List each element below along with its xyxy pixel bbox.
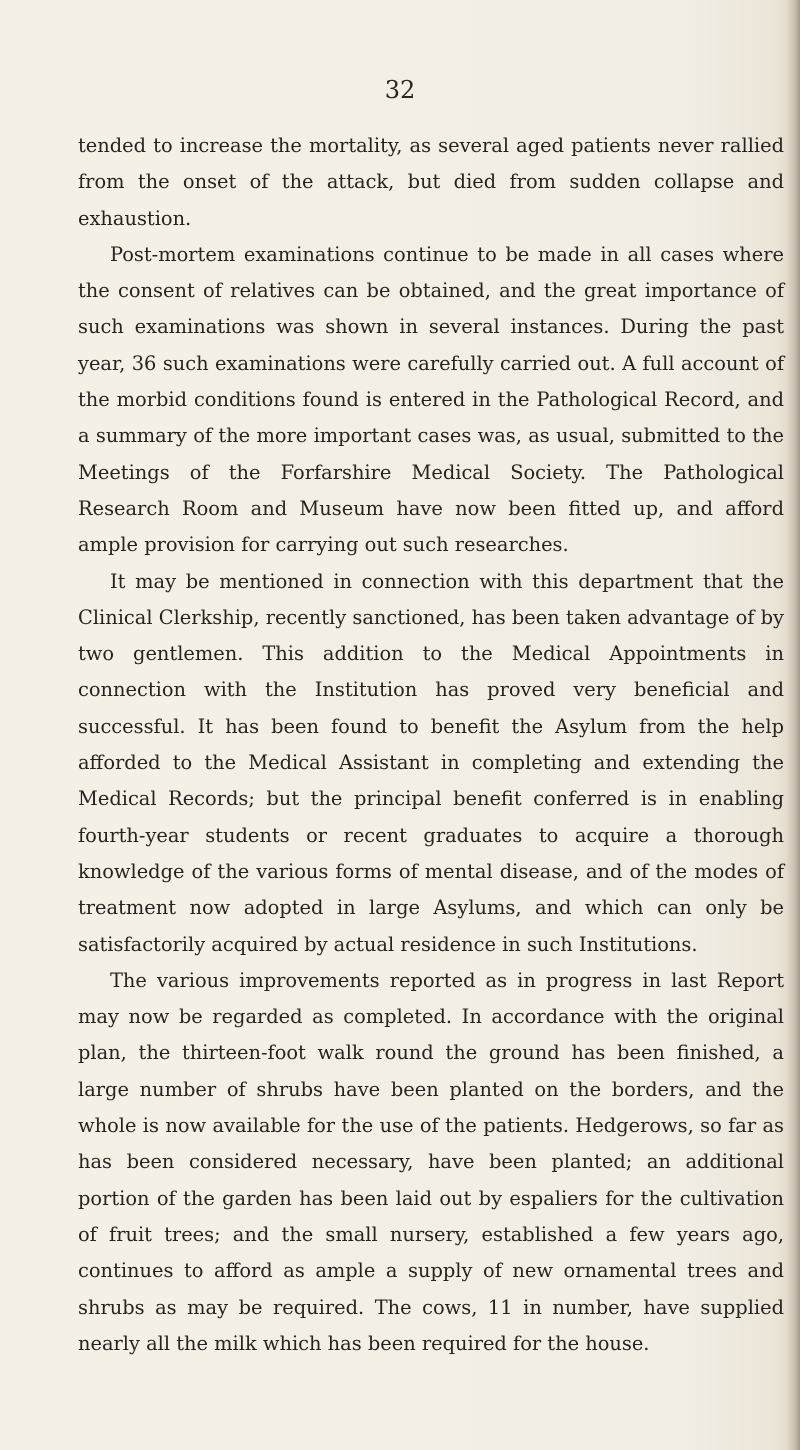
body-text (78, 128, 784, 1362)
paragraph-improvements: The various improvements reported as in progress in last Report may now be regarded as completed. In accordance with the original plan, the thirteen-foot walk round the ground has been finished, a large number of shrubs have been planted on the borders, and the whole is now available for the use of the patients. Hedgerows, so far as has been considered necessary, have been planted; an additional portion of the garden has been laid out by espaliers for the cultivation of fruit trees; and the small nursery, established a few years ago, continues to afford as ample a supply of new ornamental trees and shrubs as may be required. The cows, 11 in number, have supplied nearly all the milk which has been required for the house. (78, 968, 784, 1355)
paragraph-post-mortem: Post-mortem examinations continue to be made in all cases where the consent of relatives can be obtained, and the great importance of such examinations was shown in several instances. During the past year, 36 such examinations were carefully carried out. A full account of the morbid conditions found is entered in the Pathological Record, and a summary of the more important cases was, as usual, submitted to the Meetings of the Forfarshire Medical Society. The Pathological Research Room and Museum have now been fitted up, and afford ample provision for carrying out such researches. (78, 242, 784, 557)
page-edge-shadow (786, 0, 800, 1450)
page-number: 32 (384, 76, 416, 104)
paragraph-clinical-clerkship: It may be mentioned in connection with this department that the Clinical Clerkship, recently sanctioned, has been taken advantage of by two gentlemen. This addition to the Medical Appointments in connection with the Institution has proved very beneficial and successful. It has been found to benefit the Asylum from the help afforded to the Medical Assistant in completing and extending the Medical Records; but the principal benefit conferred is in enabling fourth-year students or recent graduates to acquire a thorough knowledge of the various forms of mental disease, and of the modes of treatment now adopted in large Asylums, and which can only be satisfactorily acquired by actual residence in such Institutions. (78, 569, 784, 956)
paragraph-continuation: tended to increase the mortality, as several aged patients never rallied from the onset of the attack, but died from sudden collapse and exhaustion. (78, 134, 784, 230)
